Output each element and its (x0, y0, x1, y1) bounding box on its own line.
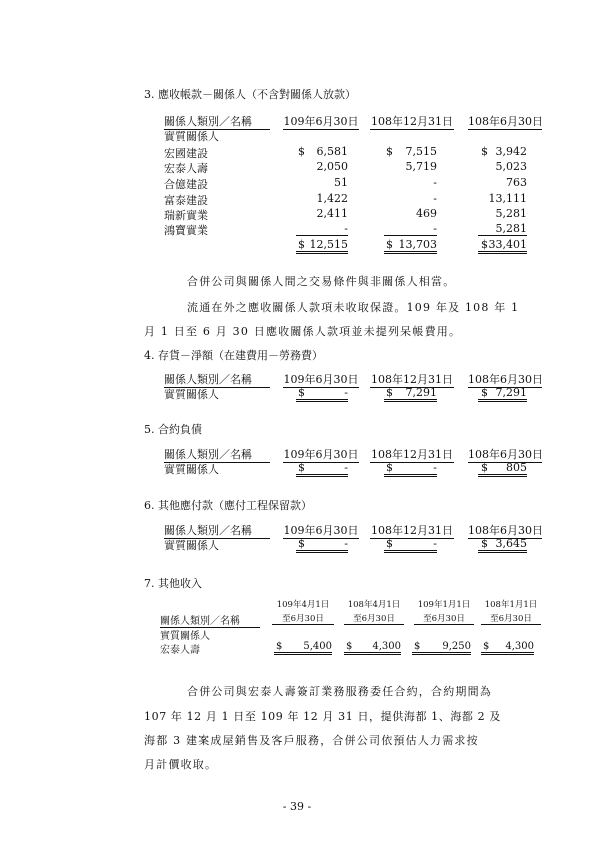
s3-row-name: 宏國建設 (164, 147, 208, 160)
s3-col-type-header: 關係人類別／名稱 (164, 113, 270, 130)
s4-col-header-1: 109年6月30日 (283, 373, 359, 386)
s7-value-2: 4,300 (344, 641, 401, 655)
s3-total-currency: $ (481, 238, 488, 251)
s5-value-1: - (296, 461, 348, 477)
s5-value-3: 805 (478, 461, 527, 477)
s7-currency: $ (276, 641, 283, 652)
s3-row-value: 2,050 (316, 160, 348, 173)
s3-row-value: 469 (416, 207, 437, 220)
s6-col-header-3: 108年6月30日 (468, 524, 543, 537)
s7-currency: $ (346, 641, 353, 652)
paragraph-guarantee-line2: 月 1 日至 6 月 30 日應收關係人款項並未提列呆帳費用。 (144, 325, 462, 338)
s7-col-header-4-line1: 108年1月1日 (484, 600, 538, 610)
s4-value-2: 7,291 (384, 386, 437, 402)
s3-row-value: 3,942 (495, 145, 527, 158)
s7-group-label: 實質關係人 (160, 631, 210, 642)
s3-currency: $ (298, 145, 305, 158)
s3-row-value: 51 (334, 176, 348, 189)
paragraph-contract-line1: 合併公司與宏泰人壽簽訂業務服務委任合約，合約期間為 (187, 685, 492, 698)
s3-row-value: 5,281 (478, 222, 527, 236)
section-6-heading: 6. 其他應付款（應付工程保留款） (144, 499, 312, 512)
s7-col-header-1-line2: 至6月30日 (272, 612, 334, 625)
s3-row-value: - (433, 176, 437, 189)
s5-col-header-1: 109年6月30日 (283, 448, 359, 461)
s7-col-header-1-line1: 109年4月1日 (276, 600, 330, 610)
s6-value-1: - (296, 537, 348, 553)
s6-col-header-1: 109年6月30日 (283, 524, 359, 537)
s6-value-3: 3,645 (478, 537, 527, 553)
s3-row-value: 1,422 (316, 192, 348, 205)
s5-currency: $ (481, 461, 488, 474)
s5-currency: $ (298, 461, 305, 474)
s4-value-1: - (296, 386, 348, 402)
s3-row-value: 5,719 (405, 160, 437, 173)
s4-col-type-header: 關係人類別／名稱 (164, 371, 270, 388)
s4-currency: $ (481, 386, 488, 399)
paragraph-guarantee-line1: 流通在外之應收關係人款項未收取保證。109 年及 108 年 1 (187, 301, 520, 314)
s7-col-header-3-line2: 至6月30日 (414, 612, 474, 625)
paragraph-terms: 合併公司與關係人間之交易條件與非關係人相當。 (187, 275, 456, 288)
s7-col-type-header: 關係人類別／名稱 (160, 612, 260, 628)
s6-col-type-header: 關係人類別／名稱 (164, 522, 270, 539)
s3-col-header-1: 109年6月30日 (283, 115, 359, 128)
s5-col-type-header: 關係人類別／名稱 (164, 446, 270, 463)
s7-col-header-2-line1: 108年4月1日 (347, 600, 401, 610)
s3-row-value: 5,281 (495, 207, 527, 220)
s3-total-value: 12,515 (296, 238, 348, 254)
s3-row-value: 2,411 (316, 207, 348, 220)
s4-col-header-3: 108年6月30日 (468, 373, 543, 386)
s7-col-header-4-line2: 至6月30日 (481, 612, 541, 625)
s4-col-header-2: 108年12月31日 (371, 373, 453, 386)
s6-currency: $ (298, 537, 305, 550)
s3-row-value: 6,581 (316, 145, 348, 158)
s7-value-1: 5,400 (274, 641, 332, 655)
s3-row-value: - (296, 222, 348, 236)
s6-currency: $ (481, 537, 488, 550)
paragraph-contract-line2: 107 年 12 月 1 日至 109 年 12 月 31 日，提供海都 1、海都 2 及 (144, 710, 501, 723)
s6-row-name: 實質關係人 (164, 539, 219, 552)
section-5-heading: 5. 合約負債 (144, 423, 202, 436)
s7-col-header-3-line1: 109年1月1日 (417, 600, 471, 610)
s4-value-3: 7,291 (478, 386, 527, 402)
s3-row-value: 763 (506, 176, 527, 189)
s3-group-label: 實質關係人 (164, 130, 219, 143)
s7-currency: $ (414, 641, 421, 652)
s3-row-name: 瑞新實業 (164, 209, 208, 222)
s5-col-header-3: 108年6月30日 (468, 448, 543, 461)
s4-row-name: 實質關係人 (164, 388, 219, 401)
section-4-heading: 4. 存貨－淨額（在建費用－勞務費） (144, 349, 323, 362)
s3-currency: $ (481, 145, 488, 158)
paragraph-contract-line3: 海都 3 建案成屋銷售及客戶服務，合併公司依預估人力需求按 (144, 734, 479, 747)
s6-currency: $ (386, 537, 393, 550)
s3-row-value: 5,023 (495, 160, 527, 173)
s3-row-name: 富泰建設 (164, 194, 208, 207)
s3-row-name: 宏泰人壽 (164, 162, 208, 175)
s5-col-header-2: 108年12月31日 (371, 448, 453, 461)
paragraph-contract-line4: 月計價收取。 (144, 758, 218, 771)
s3-row-value: - (433, 192, 437, 205)
s3-total-currency: $ (386, 238, 393, 251)
s3-row-name: 合億建設 (164, 178, 208, 191)
s4-currency: $ (386, 386, 393, 399)
s3-row-value: 13,111 (488, 192, 527, 205)
s3-row-value: - (384, 222, 437, 236)
s5-value-2: - (384, 461, 437, 477)
s3-total-value: 13,703 (384, 238, 437, 254)
s3-row-value: 7,515 (405, 145, 437, 158)
s3-col-header-2: 108年12月31日 (371, 115, 453, 128)
s3-total-currency: $ (298, 238, 305, 251)
s3-currency: $ (386, 145, 393, 158)
s6-col-header-2: 108年12月31日 (371, 524, 453, 537)
s7-value-3: 9,250 (412, 641, 471, 655)
s7-currency: $ (483, 641, 490, 652)
s5-row-name: 實質關係人 (164, 463, 219, 476)
s6-value-2: - (384, 537, 437, 553)
s3-col-header-3: 108年6月30日 (468, 115, 543, 128)
s3-total-value: 33,401 (478, 238, 527, 254)
section-3-heading: 3. 應收帳款－關係人（不含對關係人放款） (144, 88, 356, 101)
s3-row-name: 鴻寶實業 (164, 224, 208, 237)
s7-row-name: 宏泰人壽 (160, 645, 200, 656)
section-7-heading: 7. 其他收入 (144, 577, 202, 590)
s7-col-header-2-line2: 至6月30日 (344, 612, 404, 625)
s5-currency: $ (386, 461, 393, 474)
page-number: - 39 - (282, 800, 312, 813)
s7-value-4: 4,300 (481, 641, 534, 655)
s4-currency: $ (298, 386, 305, 399)
